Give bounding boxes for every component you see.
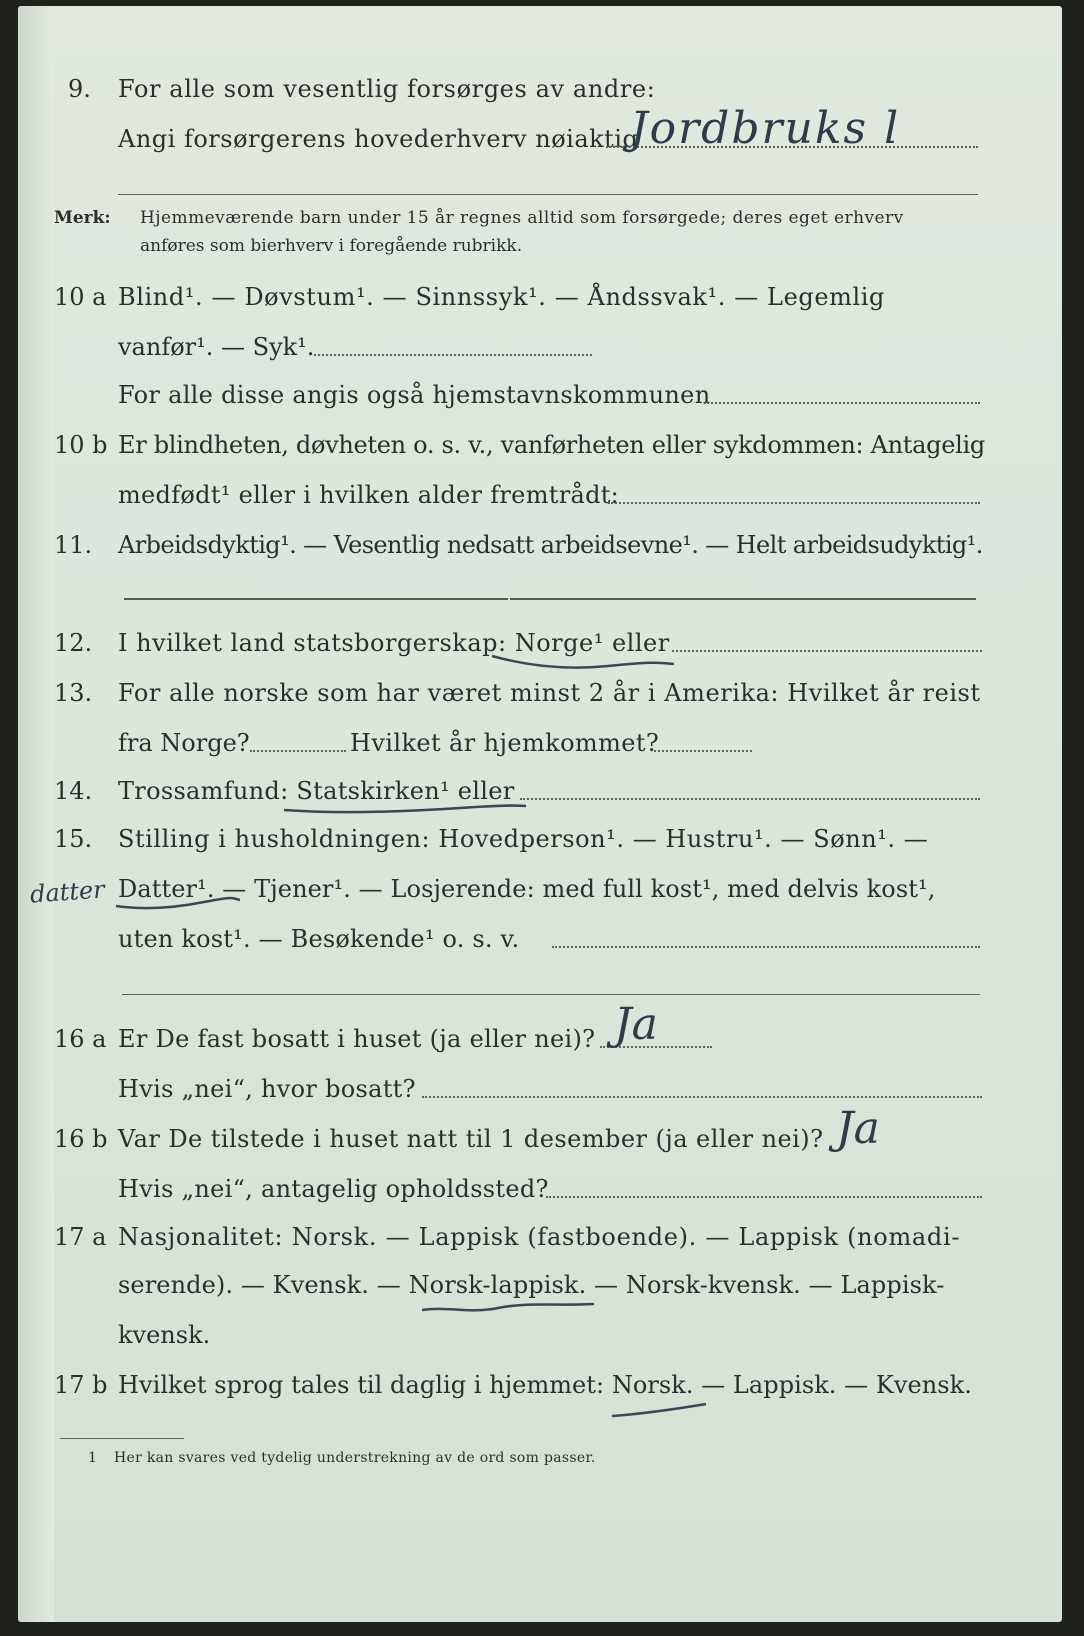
q13-line2-b: Hvilket år hjemkommet?	[350, 729, 660, 757]
census-form-page	[18, 6, 1062, 1622]
q10a-line1: Blind¹. — Døvstum¹. — Sinnssyk¹. — Åndssvak¹. — Legemlig	[118, 283, 886, 311]
q15-line1: Stilling i husholdningen: Hovedperson¹. — Hustru¹. — Sønn¹. —	[118, 825, 929, 853]
q17a-underline-mark	[418, 1296, 598, 1320]
q13-year-right-line	[654, 750, 752, 752]
q17b-line1: Hvilket sprog tales til daglig i hjemmet: Norsk. — Lappisk. — Kvensk.	[118, 1371, 972, 1399]
q9-handwritten-answer: Jordbruks l	[630, 103, 901, 154]
q10b-answer-line	[608, 502, 980, 504]
q15-margin-note: datter	[29, 875, 106, 909]
q16a-line1: Er De fast bosatt i huset (ja eller nei)?	[118, 1025, 596, 1053]
q14-number: 14.	[54, 777, 93, 805]
q14-underline-mark	[280, 796, 530, 820]
q17b-underline-mark	[610, 1400, 710, 1424]
q10a-number: 10 a	[54, 283, 107, 311]
footnote-mark: 1	[88, 1450, 97, 1466]
q10b-line2: medfødt¹ eller i hvilken alder fremtrådt:	[118, 481, 620, 509]
merk-line1: Hjemmeværende barn under 15 år regnes alltid som forsørgede; deres eget erhverv	[140, 208, 904, 228]
merk-line2: anføres som bierhverv i foregående rubrikk.	[140, 236, 523, 256]
q16b-line2: Hvis „nei“, antagelig opholdssted?	[118, 1175, 549, 1203]
q13-number: 13.	[54, 679, 93, 707]
q15-extra-line	[122, 994, 980, 995]
q16b-handwritten-answer: Ja	[836, 1103, 880, 1154]
q10a-answer-line	[314, 354, 592, 356]
q17b-number: 17 b	[54, 1371, 108, 1399]
q14-line1: Trossamfund: Statskirken¹ eller	[118, 777, 515, 805]
q17a-line1: Nasjonalitet: Norsk. — Lappisk (fastboende). — Lappisk (nomadi-	[118, 1223, 961, 1251]
q15-underline-mark	[114, 890, 244, 916]
q16a-handwritten-answer: Ja	[614, 999, 658, 1050]
q13-line1: For alle norske som har været minst 2 år i Amerika: Hvilket år reist	[118, 679, 981, 707]
q9-number: 9.	[68, 75, 91, 103]
q13-line2-a: fra Norge?	[118, 729, 250, 757]
q16a-line2: Hvis „nei“, hvor bosatt?	[118, 1075, 416, 1103]
q15-answer-line	[552, 946, 980, 948]
q10a-line2: vanfør¹. — Syk¹.	[118, 333, 315, 361]
q14-answer-line	[520, 798, 980, 800]
q16a-number: 16 a	[54, 1025, 107, 1053]
q9-extra-line	[118, 194, 978, 195]
q10a-line3: For alle disse angis også hjemstavnskommunen	[118, 381, 711, 409]
q9-line2: Angi forsørgerens hovederhverv nøiaktig	[118, 125, 639, 153]
q17a-line2: serende). — Kvensk. — Norsk-lappisk. — Norsk-kvensk. — Lappisk-	[118, 1271, 945, 1299]
q16b-line1: Var De tilstede i huset natt til 1 desember (ja eller nei)?	[118, 1125, 824, 1153]
q12-answer-line	[672, 650, 982, 652]
q10b-line1: Er blindheten, døvheten o. s. v., vanførheten eller sykdommen: Antagelig	[118, 431, 985, 459]
q17a-number: 17 a	[54, 1223, 107, 1251]
q15-line3: uten kost¹. — Besøkende¹ o. s. v.	[118, 925, 520, 953]
q15-line2: Datter¹. — Tjener¹. — Losjerende: med full kost¹, med delvis kost¹,	[118, 875, 936, 903]
q10a-hometown-line	[704, 402, 980, 404]
q12-number: 12.	[54, 629, 93, 657]
q12-line1: I hvilket land statsborgerskap: Norge¹ eller	[118, 629, 670, 657]
q11-line-left	[124, 598, 508, 600]
q15-number: 15.	[54, 825, 93, 853]
q16b-whereabouts-line	[546, 1196, 982, 1198]
q11-number: 11.	[54, 531, 93, 559]
footnote-text: Her kan svares ved tydelig understrekning av de ord som passer.	[114, 1450, 596, 1466]
merk-label: Merk:	[54, 208, 111, 228]
q16a-residence-line	[422, 1096, 982, 1098]
q10b-number: 10 b	[54, 431, 108, 459]
q17a-line3: kvensk.	[118, 1321, 211, 1349]
q9-line1: For alle som vesentlig forsørges av andre:	[118, 75, 656, 103]
q13-year-left-line	[250, 750, 346, 752]
q11-line1: Arbeidsdyktig¹. — Vesentlig nedsatt arbeidsevne¹. — Helt arbeidsudyktig¹.	[118, 531, 983, 559]
footnote-rule	[60, 1438, 184, 1439]
q11-line-right	[510, 598, 976, 600]
q16b-number: 16 b	[54, 1125, 108, 1153]
q12-underline-mark	[488, 646, 678, 676]
page-fold-shadow	[18, 6, 54, 1622]
